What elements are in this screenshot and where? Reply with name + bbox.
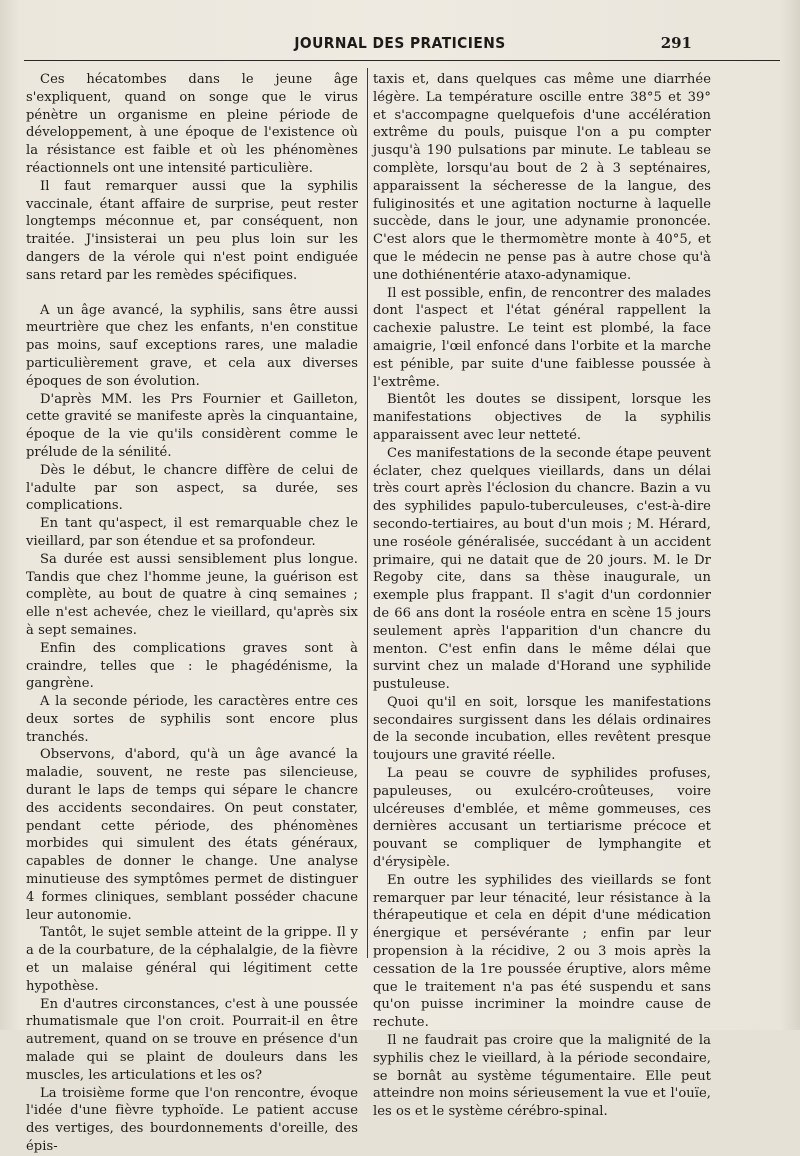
paragraph: Bientôt les doutes se dissipent, lorsque les manifestations objectives de la syphilis apparaissent avec leur netteté. bbox=[373, 392, 711, 443]
paragraph: La troisième forme que l'on rencontre, évoque l'idée d'une fièvre typhoïde. Le patient accuse des vertiges, des bourdonnements d'oreille, des épis- bbox=[26, 1085, 358, 1155]
paragraph: Il ne faudrait pas croire que la malignité de la syphilis chez le vieillard, à la période secondaire, se bornât au système tégumentaire. Elle peut atteindre non moins sérieusement la vue et l'ouïe, les os et le système cérébro-spinal. bbox=[373, 1033, 711, 1120]
paragraph: Enfin des complications graves sont à craindre, telles que : le phagédénisme, la gangrène. bbox=[26, 640, 358, 692]
paragraph: En d'autres circonstances, c'est à une poussée rhumatismale que l'on croit. Pourrait-il en être autrement, quand on se trouve en présence d'un malade qui se plaint de douleurs dans les muscles, les articulations et les os? bbox=[26, 996, 358, 1083]
paragraph: D'après MM. les Prs Fournier et Gailleton, cette gravité se manifeste après la cinquantaine, époque de la vie qu'ils considèrent comme le prélude de la sénilité. bbox=[26, 391, 358, 460]
paragraph: A la seconde période, les caractères entre ces deux sortes de syphilis sont encore plus tranchés. bbox=[26, 694, 358, 745]
paragraph: Quoi qu'il en soit, lorsque les manifestations secondaires surgissent dans les délais ordinaires de la seconde incubation, elles revêtent presque toujours une gravité réelle. bbox=[373, 694, 711, 764]
paragraph: Observons, d'abord, qu'à un âge avancé la maladie, souvent, ne reste pas silencieuse, durant le laps de temps qui sépare le chancre des accidents secondaires. On peut constater, pendant cette période, des phénomènes morbides qui simulent des états généraux, capables de donner le change. Une analyse minutieuse des symptômes permet de distinguer 4 formes cliniques, semblant posséder chacune leur autonomie. bbox=[26, 747, 358, 923]
page-number: 291 bbox=[660, 34, 692, 52]
paragraph: En tant qu'aspect, il est remarquable chez le vieillard, par son étendue et sa profondeur. bbox=[26, 516, 358, 549]
paragraph: Ces manifestations de la seconde étape peuvent éclater, chez quelques vieillards, dans un délai très court après l'éclosion du chancre. Bazin a vu des syphilides papulo-tuberculeuses, c'est-à-dire secondo-tertiaires, au bout d'un mois ; M. Hérard, une roséole généralisée, succédant à un accident primaire, qui ne datait que de 20 jours. M. le Dr Regoby cite, dans sa thèse inaugurale, un exemple plus frappant. Il s'agit d'un cordonnier de 66 ans dont la roséole entra en scène 15 jours seulement après l'apparition d'un chancre du menton. C'est enfin dans le même délai que survint chez un malade d'Horand une syphilide pustuleuse. bbox=[373, 445, 711, 693]
header-rule bbox=[24, 60, 780, 61]
column-divider bbox=[367, 68, 368, 958]
paragraph-continued: taxis et, dans quelques cas même une diarrhée légère. La température oscille entre 38°5 et 39° et s'accompagne quelquefois d'une accélération extrême du pouls, puisque l'on a pu compter jusqu'à 190 pulsations par minute. Le tableau se complète, lorsqu'au bout de 2 à 3 septénaires, apparaissent la sécheresse de la langue, des fuliginosités et une agitation nocturne à laquelle succède, dans le jour, une adynamie prononcée. C'est alors que le thermomètre monte à 40°5, et que le médecin ne pense pas à autre chose qu'à une dothiénentérie ataxo-adynamique. bbox=[373, 72, 711, 283]
running-title: JOURNAL DES PRATICIENS bbox=[294, 34, 506, 52]
left-column bbox=[26, 71, 358, 1156]
right-column bbox=[373, 71, 711, 1121]
paragraph: La peau se couvre de syphilides profuses, papuleuses, ou exulcéro-croûteuses, voire ulcéreuses d'emblée, et même gommeuses, ces dernières accusant un tertiarisme précoce et pouvant se compliquer de lymphangite et d'érysipèle. bbox=[373, 766, 711, 871]
paragraph: Dès le début, le chancre diffère de celui de l'adulte par son aspect, sa durée, ses complications. bbox=[26, 462, 358, 514]
paragraph: Il faut remarquer aussi que la syphilis vaccinale, étant affaire de surprise, peut rester longtemps méconnue et, par conséquent, non traitée. J'insisterai un peu plus loin sur les dangers de la vérole qui n'est point endiguée sans retard par les remèdes spécifiques. bbox=[26, 178, 358, 283]
paragraph: Il est possible, enfin, de rencontrer des malades dont l'aspect et l'état général rappellent la cachexie palustre. Le teint est plombé, la face amaigrie, l'œil enfoncé dans l'orbite et la marche est pénible, par suite d'une faiblesse poussée à l'extrême. bbox=[373, 285, 711, 390]
paragraph: Tantôt, le sujet semble atteint de la grippe. Il y a de la courbature, de la céphalalgie, de la fièvre et un malaise général qui légitiment cette hypothèse. bbox=[26, 925, 358, 994]
paragraph: En outre les syphilides des vieillards se font remarquer par leur ténacité, leur résistance à la thérapeutique et cela en dépit d'une médication énergique et persévérante ; enfin par leur propension à la récidive, 2 ou 3 mois après la cessation de la 1re poussée éruptive, alors même que le traitement n'a pas été suspendu et sans qu'on puisse incriminer la moindre cause de rechute. bbox=[373, 872, 711, 1031]
paragraph: Ces hécatombes dans le jeune âge s'expliquent, quand on songe que le virus pénètre un organisme en pleine période de développement, à une époque de l'existence où la résistance est faible et où les phénomènes réactionnels ont une intensité particulière. bbox=[26, 72, 358, 176]
page-header bbox=[0, 34, 800, 58]
paragraph: Sa durée est aussi sensiblement plus longue. Tandis que chez l'homme jeune, la guérison est complète, au bout de quatre à cinq semaines ; elle n'est achevée, chez le vieillard, qu'après six à sept semaines. bbox=[26, 551, 358, 638]
paragraph: A un âge avancé, la syphilis, sans être aussi meurtrière que chez les enfants, n'en constitue pas moins, sauf exceptions rares, une maladie particulièrement grave, et cela aux diverses époques de son évolution. bbox=[26, 302, 358, 389]
